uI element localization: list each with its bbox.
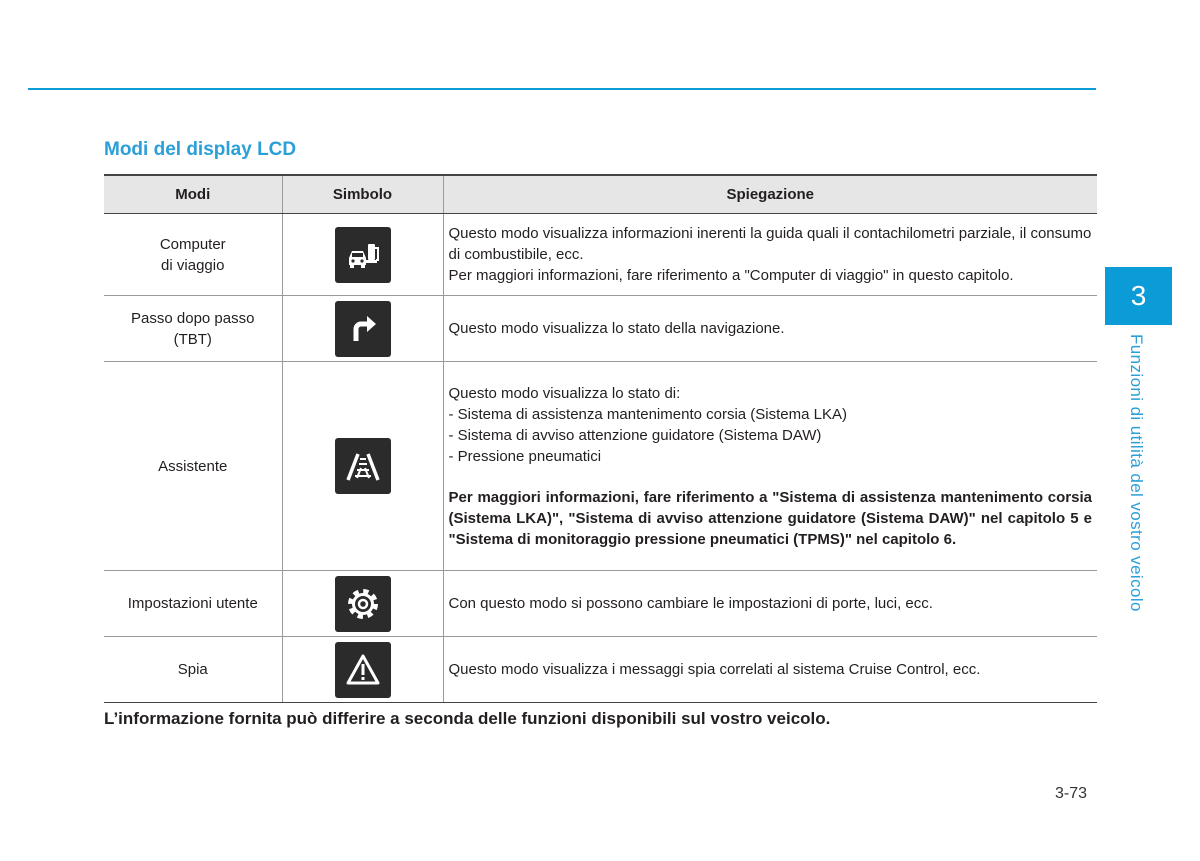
symbol-cell — [282, 571, 443, 637]
lane-assist-icon — [335, 438, 391, 494]
page-number: 3-73 — [1055, 785, 1088, 802]
chapter-title-vertical: Funzioni di utilità del vostro veicolo — [1127, 334, 1146, 612]
table-row — [104, 362, 1097, 571]
section-title: Modi del display LCD — [104, 139, 297, 160]
explanation-cell — [443, 214, 1097, 296]
symbol-cell — [282, 296, 443, 362]
symbol-cell — [282, 637, 443, 703]
symbol-cell — [282, 362, 443, 571]
header-symbol: Simbolo — [282, 175, 443, 214]
turn-arrow-icon — [335, 301, 391, 357]
explanation-line: - Sistema di avviso attenzione guidatore (Sistema DAW) — [448, 426, 822, 444]
header-explanation: Spiegazione — [443, 175, 1097, 214]
mode-cell — [104, 214, 282, 296]
mode-label: (TBT) — [173, 330, 212, 348]
explanation-cell — [443, 571, 1097, 637]
warning-triangle-icon — [335, 642, 391, 698]
explanation-line: Questo modo visualizza i messaggi spia correlati al sistema Cruise Control, ecc. — [448, 661, 981, 678]
chapter-number: 3 — [1130, 280, 1147, 311]
modes-table — [104, 174, 1097, 703]
table-row — [104, 571, 1097, 637]
explanation-cell — [443, 296, 1097, 362]
mode-label: Assistente — [158, 457, 228, 475]
table-row — [104, 637, 1097, 703]
mode-label: Spia — [177, 661, 208, 678]
mode-label: di viaggio — [161, 256, 225, 274]
explanation-cell — [443, 362, 1097, 571]
chapter-tab — [1105, 267, 1172, 325]
mode-cell — [104, 637, 282, 703]
mode-cell — [104, 571, 282, 637]
table-row — [104, 296, 1097, 362]
trip-computer-icon — [335, 227, 391, 283]
explanation-line: Questo modo visualizza lo stato della navigazione. — [448, 320, 785, 337]
explanation-line: - Pressione pneumatici — [448, 447, 602, 465]
top-rule — [28, 88, 1096, 90]
mode-label: Passo dopo passo — [131, 309, 255, 327]
header-mode: Modi — [104, 175, 282, 214]
explanation-line: Con questo modo si possono cambiare le impostazioni di porte, luci, ecc. — [448, 595, 933, 612]
gear-icon — [335, 576, 391, 632]
explanation-line: - Sistema di assistenza mantenimento corsia (Sistema LKA) — [448, 405, 847, 423]
table-header-row — [104, 175, 1097, 214]
mode-label: Impostazioni utente — [127, 595, 258, 612]
mode-cell — [104, 362, 282, 571]
explanation-line: Per maggiori informazioni, fare riferimento a "Computer di viaggio" in questo capitolo. — [448, 267, 1014, 284]
explanation-line: Questo modo visualizza lo stato di: — [448, 384, 681, 402]
mode-label: Computer — [159, 235, 226, 253]
symbol-cell — [282, 214, 443, 296]
explanation-bold-note: Per maggiori informazioni, fare riferimento a "Sistema di assistenza mantenimento corsia (Sistema LKA)", "Sistema di avviso attenzione guidatore (Sistema DAW)" nel capitolo 5 e "Sistema di monitoraggio pressione pneumatici (TPMS)" nel capitolo 6. — [448, 488, 1092, 548]
footnote: L’informazione fornita può differire a seconda delle funzioni disponibili sul vostro veicolo. — [104, 709, 831, 728]
mode-cell — [104, 296, 282, 362]
table-row — [104, 214, 1097, 296]
explanation-cell — [443, 637, 1097, 703]
explanation-line: Questo modo visualizza informazioni inerenti la guida quali il contachilometri parziale, il consumo di combustibile, ecc. — [448, 225, 1092, 263]
